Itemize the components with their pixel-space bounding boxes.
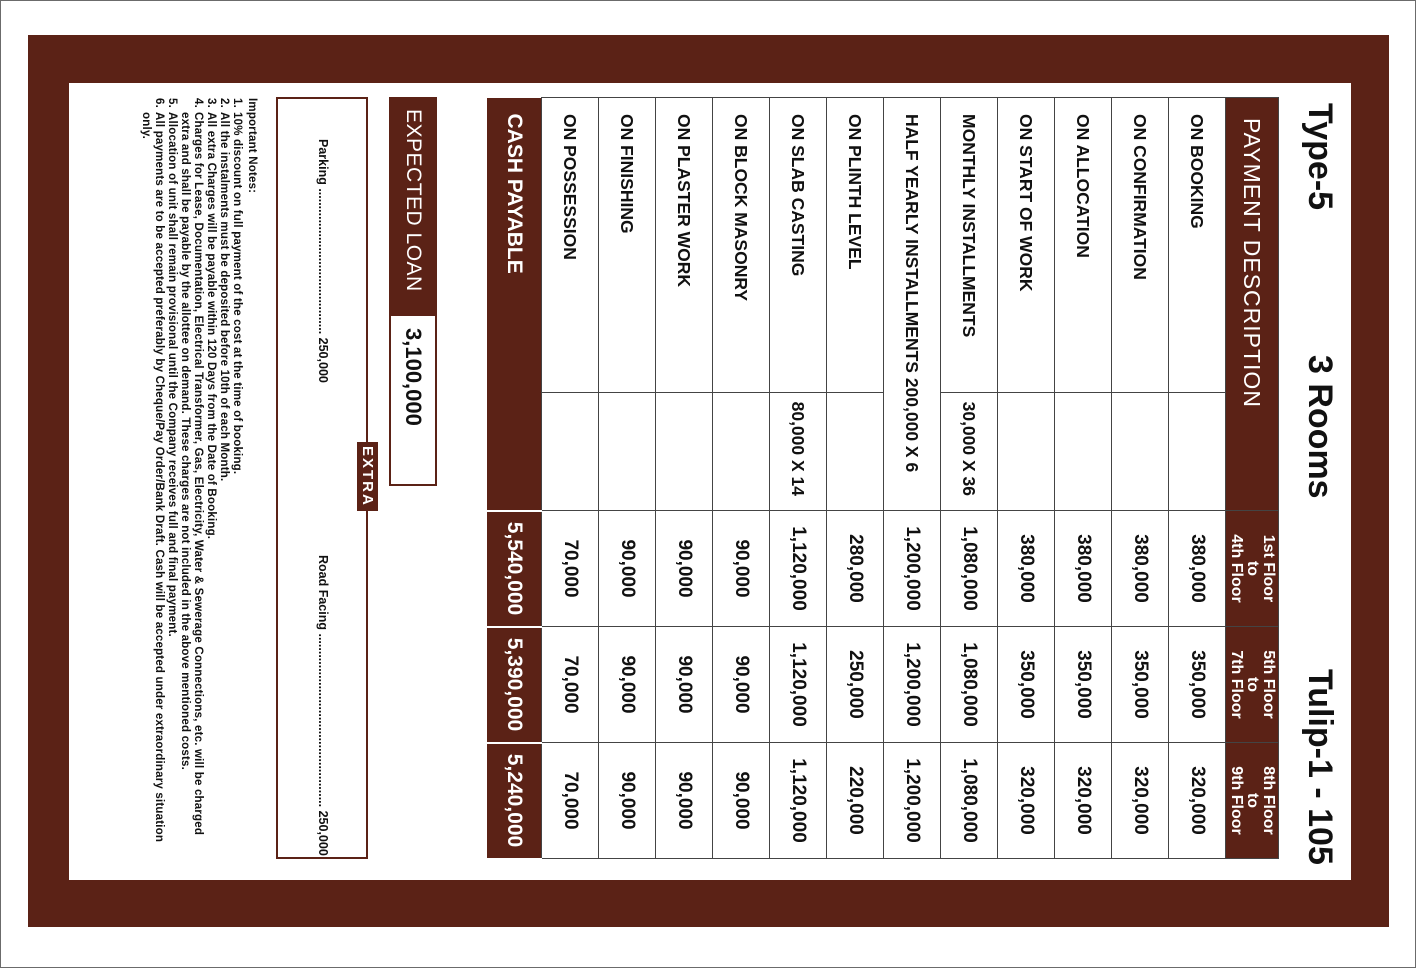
amount-cell: 90,000 [599, 511, 656, 627]
note-number: 2. [218, 98, 230, 108]
floor-header-line: 7th Floor [1228, 650, 1245, 719]
note-item [165, 98, 178, 860]
rate-cell [656, 393, 713, 511]
table-row [941, 98, 998, 859]
note-number: 6. [153, 98, 165, 108]
cash-payable-amount: 5,240,000 [487, 743, 542, 859]
expected-loan-value: 3,100,000 [401, 328, 426, 426]
payment-description-header: PAYMENT DESCRIPTION [1226, 98, 1279, 511]
amount-cell: 320,000 [1112, 743, 1169, 859]
rate-cell [1169, 393, 1226, 511]
important-notes [139, 98, 258, 860]
cash-payable-amount: 5,540,000 [487, 511, 542, 627]
floor-header-line: 4th Floor [1228, 534, 1245, 603]
amount-cell: 320,000 [998, 743, 1055, 859]
table-row [599, 98, 656, 859]
floor-header-line: to [1244, 676, 1261, 693]
amount-cell: 320,000 [1169, 743, 1226, 859]
amount-cell: 380,000 [998, 511, 1055, 627]
amount-cell: 220,000 [827, 743, 884, 859]
floor-range-header [1226, 743, 1279, 859]
floor-header-line: to [1244, 792, 1261, 809]
amount-cell: 1,120,000 [770, 743, 827, 859]
amount-cell: 90,000 [656, 511, 713, 627]
floor-header-line: 1st Floor [1260, 534, 1277, 603]
payment-description-cell: MONTHLY INSTALLMENTS [941, 98, 998, 393]
amount-cell: 1,080,000 [941, 627, 998, 743]
extra-charges-title: EXTRA [357, 442, 378, 511]
note-number: 4. [192, 98, 204, 108]
amount-cell: 380,000 [1055, 511, 1112, 627]
amount-cell: 90,000 [713, 511, 770, 627]
rate-cell [713, 393, 770, 511]
extra-charges-box [276, 97, 376, 859]
payment-description-cell: ON BOOKING [1169, 98, 1226, 393]
note-text: Charges for Lease, Documentation, Electrical Transformer, Gas, Electricity, Water & Sewerage Connections, etc. will be charged extra and shall be payable by the allottee on demand. These charges are not included in the above mentioned costs. [179, 112, 204, 836]
amount-cell: 70,000 [542, 627, 599, 743]
amount-cell: 350,000 [1112, 627, 1169, 743]
payment-description-cell: ON CONFIRMATION [1112, 98, 1169, 393]
notes-title: Important Notes: [246, 98, 258, 194]
amount-cell: 380,000 [1169, 511, 1226, 627]
note-text: All payments are to be accepted preferably by Cheque/Pay Order/Bank Draft. Cash will be accepted under extraordinary situation only. [140, 112, 165, 843]
table-row [884, 98, 941, 859]
table-row [1169, 98, 1226, 859]
note-item [139, 98, 165, 860]
payment-description-cell: ON SLAB CASTING [770, 98, 827, 393]
payment-schedule-table [487, 97, 1279, 860]
floor-header-line: 5th Floor [1260, 650, 1277, 719]
floor-header-line: 9th Floor [1228, 766, 1245, 835]
amount-cell: 90,000 [599, 743, 656, 859]
amount-cell: 350,000 [1055, 627, 1112, 743]
note-number: 5. [166, 98, 178, 108]
table-row [770, 98, 827, 859]
floor-range-header [1226, 511, 1279, 627]
table-row [542, 98, 599, 859]
amount-cell: 70,000 [542, 743, 599, 859]
amount-cell: 1,120,000 [770, 627, 827, 743]
table-row [1112, 98, 1169, 859]
note-item [230, 98, 243, 860]
floor-header-line: 8th Floor [1260, 766, 1277, 835]
amount-cell: 1,200,000 [884, 743, 941, 859]
road-facing-charge: Road Facing .................................................. 250,000 [316, 555, 330, 856]
parking-charge: Parking .......................................... 250,000 [316, 139, 330, 383]
payment-description-cell: ON ALLOCATION [1055, 98, 1112, 393]
floor-range-header [1226, 627, 1279, 743]
rate-cell: 80,000 X 14 [770, 393, 827, 511]
amount-cell: 90,000 [656, 627, 713, 743]
amount-cell: 350,000 [998, 627, 1055, 743]
payment-description-cell: ON PLINTH LEVEL [827, 98, 884, 393]
rate-cell [998, 393, 1055, 511]
amount-cell: 90,000 [713, 627, 770, 743]
amount-cell: 90,000 [599, 627, 656, 743]
table-row [998, 98, 1055, 859]
rate-cell [599, 393, 656, 511]
rate-cell: 30,000 X 36 [941, 393, 998, 511]
rate-cell [827, 393, 884, 511]
note-text: 10% discount on full payment of the cost at the time of booking. [231, 112, 243, 475]
brochure-panel [69, 83, 1351, 880]
amount-cell: 280,000 [827, 511, 884, 627]
payment-description-cell: ON START OF WORK [998, 98, 1055, 393]
amount-cell: 1,200,000 [884, 627, 941, 743]
note-text: Allocation of unit shall remain provisional until the Company receives full and final payment. [166, 112, 178, 637]
payment-description-cell: ON PLASTER WORK [656, 98, 713, 393]
payment-description-cell: HALF YEARLY INSTALLMENTS 200,000 X 6 [884, 98, 941, 511]
amount-cell: 1,120,000 [770, 511, 827, 627]
amount-cell: 1,080,000 [941, 743, 998, 859]
payment-plan-sheet [69, 83, 1351, 880]
amount-cell: 350,000 [1169, 627, 1226, 743]
note-item [217, 98, 230, 860]
cash-payable-label: CASH PAYABLE [487, 98, 542, 511]
unit-number-title: Tulip-1 - 105 [1301, 669, 1339, 865]
table-row [1055, 98, 1112, 859]
rate-cell [1055, 393, 1112, 511]
payment-description-cell: ON POSSESSION [542, 98, 599, 393]
amount-cell: 1,200,000 [884, 511, 941, 627]
amount-cell: 1,080,000 [941, 511, 998, 627]
note-number: 3. [205, 98, 217, 108]
cash-payable-amount: 5,390,000 [487, 627, 542, 743]
note-text: All the instalments must be deposited before 10th of each Month. [218, 112, 230, 482]
expected-loan-label: EXPECTED LOAN [391, 99, 435, 316]
rate-cell [542, 393, 599, 511]
table-row [656, 98, 713, 859]
table-row [713, 98, 770, 859]
note-number: 1. [231, 98, 243, 108]
table-header-row [1226, 98, 1279, 859]
table-row [827, 98, 884, 859]
note-item [204, 98, 217, 860]
amount-cell: 250,000 [827, 627, 884, 743]
note-text: All extra Charges will be payable within 120 Days from the Date of Booking. [205, 112, 217, 540]
payment-description-cell: ON BLOCK MASONRY [713, 98, 770, 393]
rooms-title: 3 Rooms [1301, 355, 1339, 499]
cash-payable-row [487, 98, 542, 859]
note-item [178, 98, 204, 860]
rate-cell [1112, 393, 1169, 511]
amount-cell: 90,000 [713, 743, 770, 859]
amount-cell: 320,000 [1055, 743, 1112, 859]
payment-description-cell: ON FINISHING [599, 98, 656, 393]
floor-header-line: to [1244, 560, 1261, 577]
amount-cell: 90,000 [656, 743, 713, 859]
expected-loan-box [389, 97, 437, 486]
unit-type-title: Type-5 [1301, 103, 1339, 211]
amount-cell: 70,000 [542, 511, 599, 627]
amount-cell: 380,000 [1112, 511, 1169, 627]
